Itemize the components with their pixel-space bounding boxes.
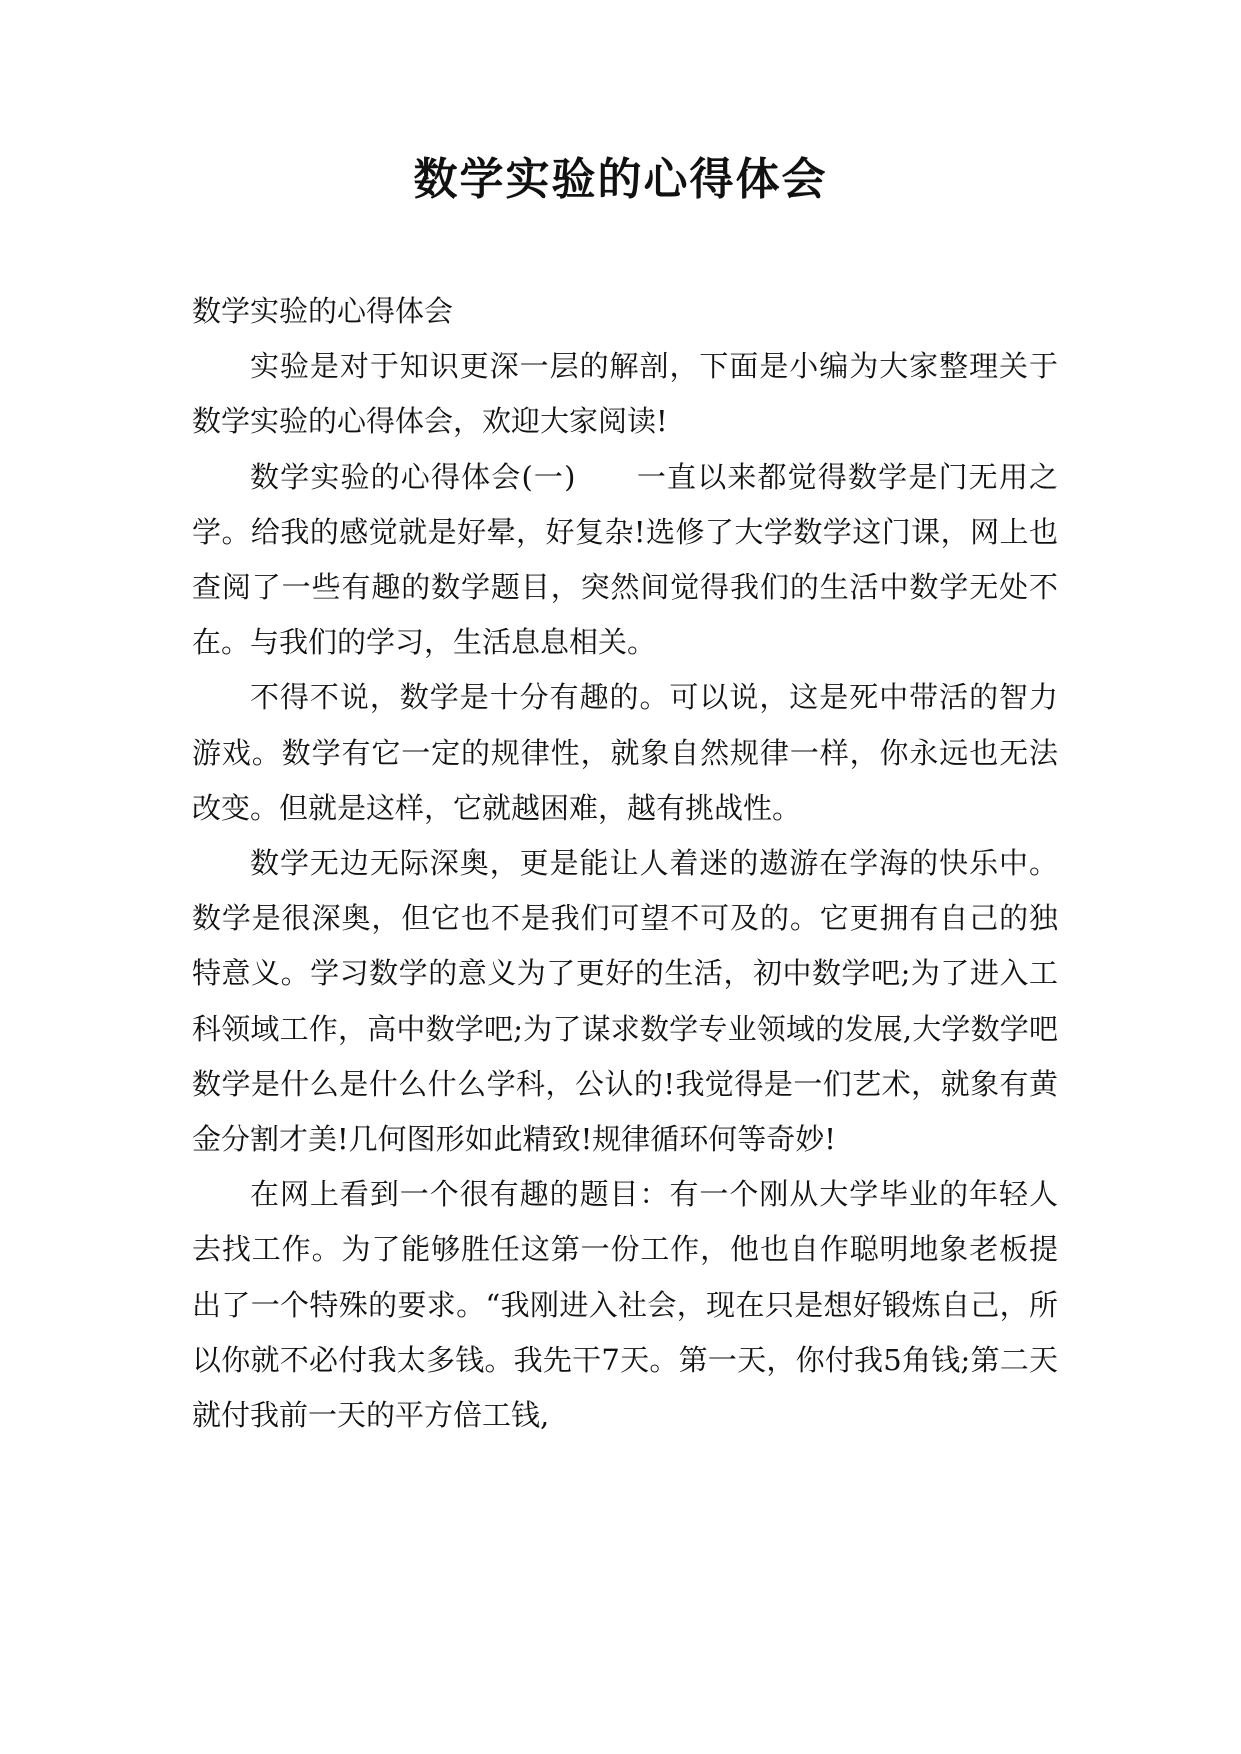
paragraph-subtitle: 数学实验的心得体会 [192,294,454,328]
paragraph: 数学无边无际深奥，更是能让人着迷的遨游在学海的快乐中。数学是很深奥，但它也不是我们可望不可及的。它更拥有自己的独特意义。学习数学的意义为了更好的生活，初中数学吧;为了进入工科领域工作，高中数学吧;为了谋求数学专业领域的发展,大学数学吧数学是什么是什么什么学科，公认的!我觉得是一们艺术，就象有黄金分割才美!几何图形如此精致!规律循环何等奇妙! [192,846,1058,1157]
paragraph: 在网上看到一个很有趣的题目：有一个刚从大学毕业的年轻人去找工作。为了能够胜任这第一份工作，他也自作聪明地象老板提出了一个特殊的要求。“我刚进入社会，现在只是想好锻炼自己，所以你就不必付我太多钱。我先干7天。第一天，你付我5角钱;第二天就付我前一天的平方倍工钱, [192,1177,1058,1433]
paragraph: 实验是对于知识更深一层的解剖，下面是小编为大家整理关于数学实验的心得体会，欢迎大家阅读! [192,349,1058,439]
document-body [192,284,1058,1443]
paragraph: 不得不说，数学是十分有趣的。可以说，这是死中带活的智力游戏。数学有它一定的规律性，就象自然规律一样，你永远也无法改变。但就是这样，它就越困难，越有挑战性。 [192,680,1058,825]
document-title: 数学实验的心得体会 [413,154,828,205]
paragraph: 数学实验的心得体会(一) 一直以来都觉得数学是门无用之学。给我的感觉就是好晕，好复杂!选修了大学数学这门课，网上也查阅了一些有趣的数学题目，突然间觉得我们的生活中数学无处不在。与我们的学习，生活息息相关。 [192,459,1058,660]
